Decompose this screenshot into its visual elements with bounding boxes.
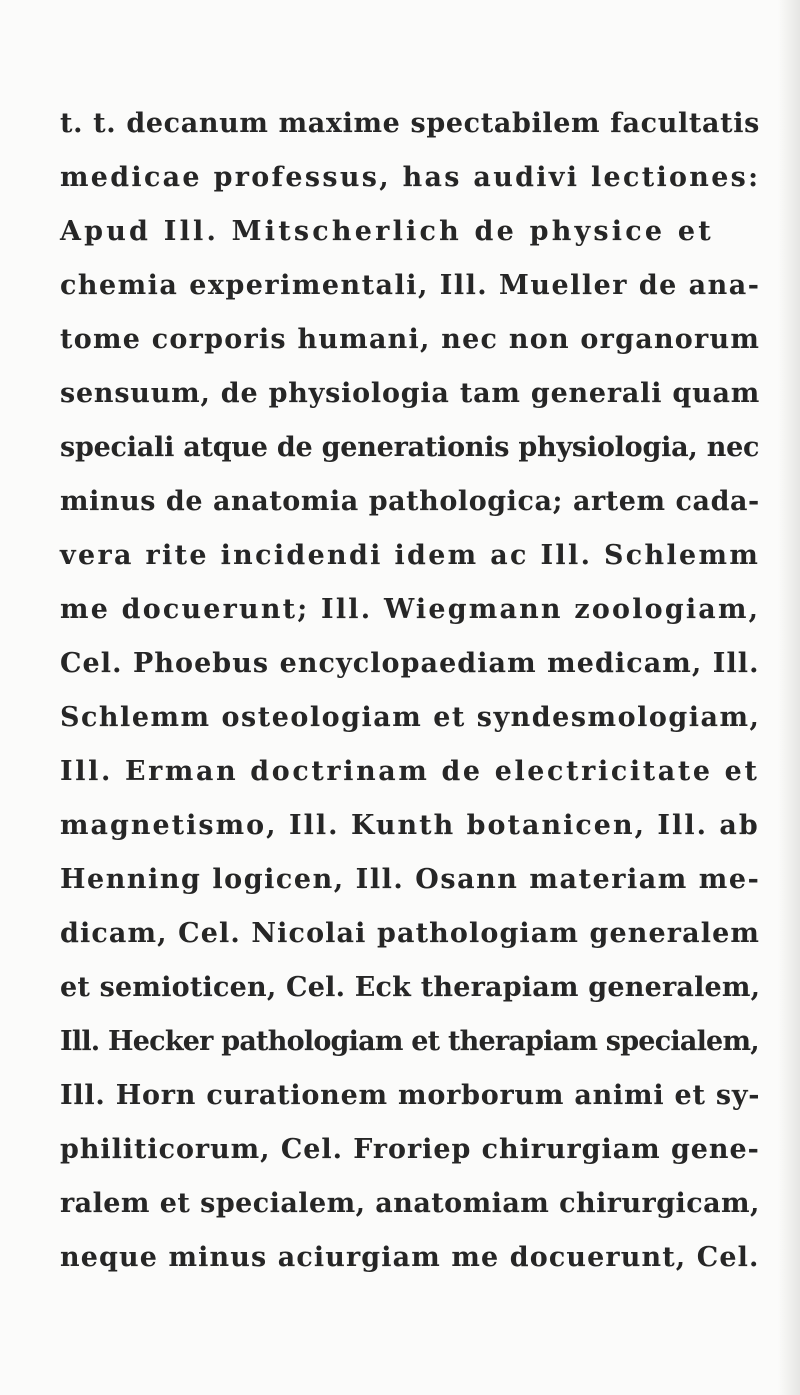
text-line: et semioticen, Cel. Eck therapiam generalem,	[60, 972, 761, 1003]
text-line: Ill. Erman doctrinam de electricitate et	[60, 756, 760, 787]
text-line: sensuum, de physiologia tam generali quam	[60, 378, 761, 409]
text-line: neque minus aciurgiam me docuerunt, Cel.	[60, 1242, 760, 1273]
text-line: Apud Ill. Mitscherlich de physice et	[60, 216, 714, 247]
text-line: medicae professus, has audivi lectiones:	[60, 162, 761, 193]
text-line: dicam, Cel. Nicolai pathologiam generalem	[60, 918, 761, 949]
text-line: me docuerunt; Ill. Wiegmann zoologiam,	[60, 594, 761, 625]
text-line: philiticorum, Cel. Froriep chirurgiam gene-	[60, 1134, 760, 1165]
text-line: Henning logicen, Ill. Osann materiam me-	[60, 864, 761, 895]
text-line: t. t. decanum maxime spectabilem facultatis	[60, 108, 760, 139]
text-line: minus de anatomia pathologica; artem cada-	[60, 486, 760, 517]
text-line: magnetismo, Ill. Kunth botanicen, Ill. ab	[60, 810, 760, 841]
text-line: tome corporis humani, nec non organorum	[60, 324, 761, 355]
text-line: chemia experimentali, Ill. Mueller de ana-	[60, 270, 761, 301]
text-line: Schlemm osteologiam et syndesmologiam,	[60, 702, 761, 733]
text-line: Ill. Horn curationem morborum animi et sy-	[60, 1080, 761, 1111]
text-line: Cel. Phoebus encyclopaediam medicam, Ill.	[60, 648, 760, 679]
text-line: Ill. Hecker pathologiam et therapiam specialem,	[60, 1026, 759, 1057]
text-line: speciali atque de generationis physiologia, nec	[60, 432, 760, 463]
text-line: ralem et specialem, anatomiam chirurgicam,	[60, 1188, 760, 1219]
page-edge-shadow	[778, 0, 800, 1395]
text-line: vera rite incidendi idem ac Ill. Schlemm	[60, 540, 761, 571]
